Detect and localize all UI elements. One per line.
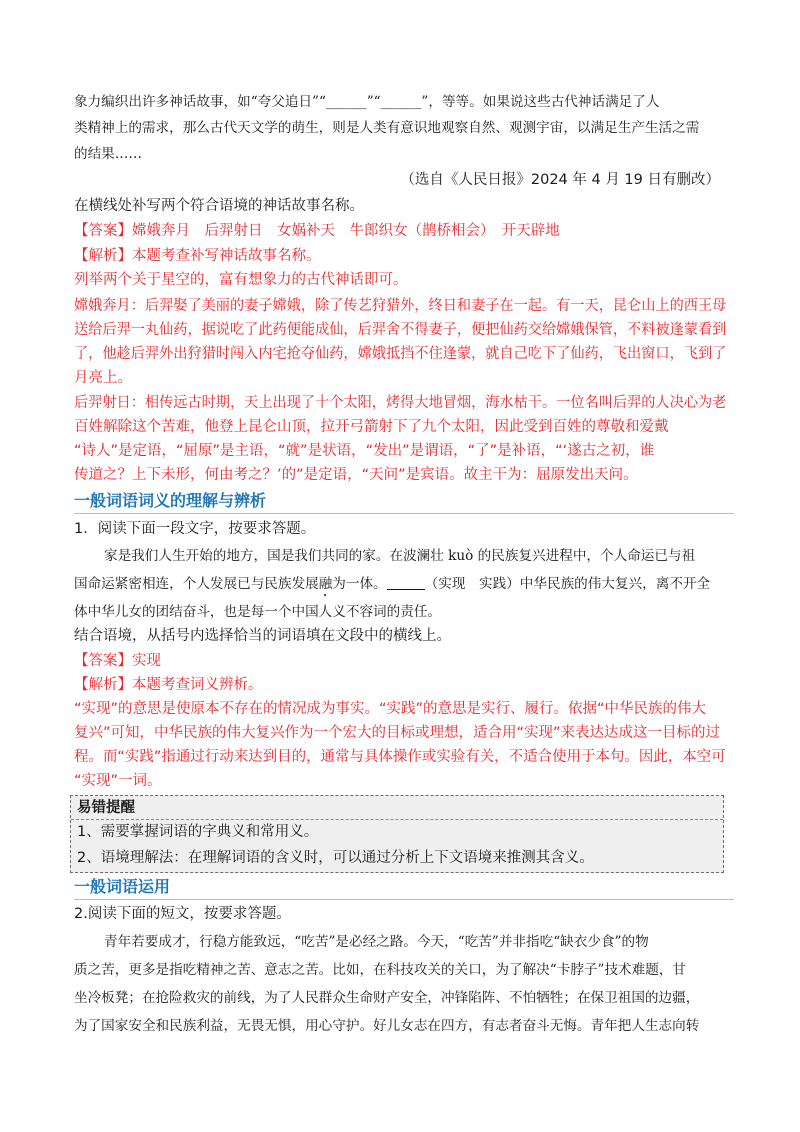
passage1-source: （选自《人民日报》2024 年 4 月 19 日有删改） [400, 172, 720, 188]
question-prompt: 在横线处补写两个符合语境的神话故事名称。 [74, 198, 364, 214]
q1-passage-line2 [74, 574, 710, 600]
analysis-1-line: 传道之？上下未形，何由考之？’的”是定语，“天问”是宾语。故主干为：屈原发出天问。 [74, 467, 638, 483]
answer-blank [387, 575, 425, 590]
q1-analysis-line: 复兴”可知，中华民族的伟大复兴作为一个宏大的目标或理想，适合用“实现”来表达达成这一目标的过 [74, 725, 721, 741]
question-2-title: 2.阅读下面的短文，按要求答题。 [74, 906, 291, 922]
analysis-1-line: “诗人”是定语，“屈原”是主语，“就”是状语，“发出”是谓语，“了”是补语，“‘遂古之初，谁 [74, 443, 655, 459]
q2-passage-line: 坐冷板凳；在抢险救灾的前线，为了人民群众生命财产安全，冲锋陷阵、不怕牺牲；在保卫祖国的边疆， [74, 990, 700, 1006]
q2-passage-line: 质之苦，更多是指吃精神之苦、意志之苦。比如，在科技攻关的关口，为了解决“卡脖子”技术难题，甘 [74, 962, 687, 978]
q2-passage-line: 青年若要成才，行稳方能致远，“吃苦”是必经之路。今天，“吃苦”并非指吃“缺衣少食”的物 [104, 934, 649, 950]
passage1-line3: 的结果…… [74, 146, 142, 162]
analysis-1-line: 月亮上。 [74, 370, 132, 386]
q1-prompt: 结合语境，从括号内选择恰当的词语填在文段中的横线上。 [74, 628, 451, 644]
heading-divider [74, 513, 734, 514]
analysis-1-line: 【解析】本题考查补写神话故事名称。 [74, 248, 321, 264]
analysis-1-line: 后羿射日：相传远古时期，天上出现了十个太阳，烤得大地冒烟，海水枯干。一位名叫后羿的人决心为老 [74, 395, 727, 411]
error-tip-box [70, 795, 724, 873]
q1-analysis-line: 程。而“实践”指通过行动来达到目的，通常与具体操作或实验有关，不适合使用于本句。因此，本空可 [74, 749, 726, 765]
q1-passage-line3: 体中华儿女的团结奋斗，也是每一个中国人义不容词的责任。 [74, 604, 442, 620]
analysis-1-line: 了，他趁后羿外出狩猎时闯入内宅抢夺仙药，嫦娥抵挡不住逢蒙，就自己吃下了仙药，飞出窗口，飞到了 [74, 346, 727, 362]
tip-title: 易错提醒 [77, 800, 135, 816]
q1-analysis-line: “实现”一词。 [74, 773, 162, 789]
section-heading-word-usage: 一般词语运用 [74, 877, 171, 896]
q1-answer: 【答案】实现 [74, 653, 161, 669]
q1-passage-text: （实现 实践）中华民族的伟大复兴，离不开全 [424, 576, 711, 592]
heading-divider [74, 899, 734, 900]
section-heading-word-meaning: 一般词语词义的理解与辨析 [74, 491, 267, 510]
passage1-line2: 类精神上的需求，那么古代天文学的萌生，则是人类有意识地观察自然、观测宇宙，以满足生产生活之需 [74, 120, 700, 136]
q2-passage-line: 为了国家安全和民族利益，无畏无惧，用心守护。好儿女志在四方，有志者奋斗无悔。青年把人生志向转 [74, 1018, 700, 1034]
q1-passage-line1: 家是我们人生开始的地方，国是我们共同的家。在波澜壮 kuò 的民族复兴进程中，个人命运已与祖 [104, 548, 696, 564]
answer-1: 【答案】嫦娥奔月 后羿射日 女娲补天 牛郎织女（鹊桥相会） 开天辟地 [74, 223, 560, 239]
tip-divider [71, 819, 723, 820]
analysis-1-line: 百姓解除这个苦难，他登上昆仑山顶，拉开弓箭射下了九个太阳，因此受到百姓的尊敬和爱戴 [74, 419, 669, 435]
analysis-1-line: 列举两个关于星空的，富有想象力的古代神话即可。 [74, 272, 408, 288]
q1-analysis-line: “实现”的意思是使原本不存在的情况成为事实。“实践”的意思是实行、履行。依据“中华民族的伟大 [74, 701, 707, 717]
analysis-1-line: 送给后羿一丸仙药，据说吃了此药便能成仙，后羿舍不得妻子，便把仙药交给嫦娥保管，不料被逢蒙看到 [74, 322, 727, 338]
analysis-1-line: 嫦娥奔月：后羿娶了美丽的妻子嫦娥，除了传艺狩猎外，终日和妻子在一起。有一天，昆仑山上的西王母 [74, 298, 727, 314]
q1-emphasis-char: 融 [318, 576, 333, 592]
tip-item: 2、语境理解法：在理解词语的含义时，可以通过分析上下文语境来推测其含义。 [77, 850, 594, 866]
question-1-title: 1．阅读下面一段文字，按要求答题。 [74, 521, 316, 537]
q1-passage-text: 国命运紧密相连，个人发展已与民族发展 [74, 576, 319, 592]
q1-analysis-line: 【解析】本题考查词义辨析。 [74, 677, 263, 693]
tip-item: 1、需要掌握词语的字典义和常用义。 [77, 824, 319, 840]
q1-passage-text: 为一体。 [332, 576, 387, 592]
passage1-line1: 象力编织出许多神话故事，如“夸父追日”“______”“______”，等等。如果说这些古代神话满足了人 [74, 94, 660, 110]
